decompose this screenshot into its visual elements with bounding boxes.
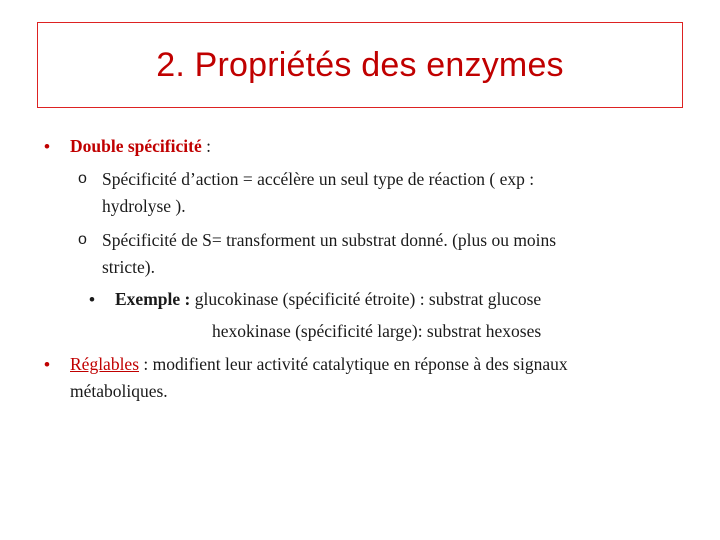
sub-bullet-marker: o xyxy=(78,170,87,187)
example-label: Exemple : xyxy=(115,289,191,309)
bullet-colon: : xyxy=(201,136,211,156)
example-text: glucokinase (spécificité étroite) : substrat glucose xyxy=(190,289,542,309)
example-marker: • xyxy=(89,290,95,309)
sub-bullet-action-line1: Spécificité d’action = accélère un seul type de réaction ( exp : xyxy=(102,169,535,189)
bullet-label: Double spécificité xyxy=(70,136,202,156)
sub-bullet-marker: o xyxy=(78,231,87,248)
bullet-reglables-text: : modifient leur activité catalytique en réponse à des signaux xyxy=(139,354,568,374)
sub-bullet-action-line2: hydrolyse ). xyxy=(102,196,186,216)
example-line1 xyxy=(115,287,541,311)
title-box xyxy=(37,22,683,108)
bullet-reglables-label: Réglables xyxy=(70,354,140,374)
bullet-marker: • xyxy=(44,355,50,374)
sub-bullet-substrat-line2: stricte). xyxy=(102,257,155,277)
bullet-reglables-line2: métaboliques. xyxy=(70,381,168,401)
bullet-double-specificite xyxy=(70,134,211,158)
example-line2: hexokinase (spécificité large): substrat hexoses xyxy=(212,321,542,341)
bullet-reglables-line1 xyxy=(70,352,568,376)
sub-bullet-substrat-line1: Spécificité de S= transforment un substrat donné. (plus ou moins xyxy=(102,230,557,250)
slide-title: 2. Propriétés des enzymes xyxy=(156,45,564,84)
bullet-marker: • xyxy=(44,137,50,156)
